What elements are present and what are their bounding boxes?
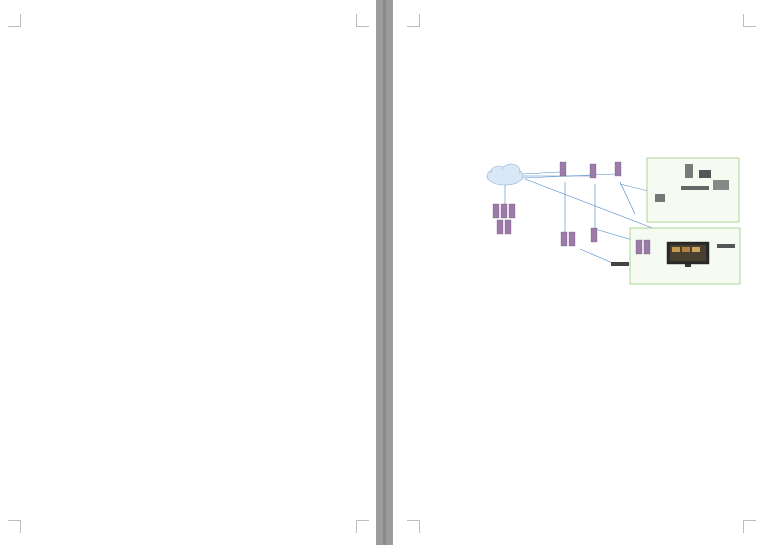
right-page (393, 0, 760, 545)
crop-mark (8, 14, 21, 27)
set-top-box-icon (717, 244, 735, 248)
crop-mark (356, 14, 369, 27)
left-page (0, 0, 376, 545)
crop-mark (407, 520, 420, 533)
crop-mark (407, 14, 420, 27)
crop-mark (356, 520, 369, 533)
router-icon (611, 262, 629, 266)
page-gutter (376, 0, 393, 545)
crop-mark (8, 520, 21, 533)
isp-server-icon (561, 228, 597, 246)
cloud-icon (487, 164, 523, 185)
tv-screen-icon (667, 242, 709, 267)
crop-mark (743, 14, 756, 27)
system-architecture-diagram (485, 154, 747, 286)
crop-mark (743, 520, 756, 533)
server-cluster-icon (493, 204, 515, 234)
cdn-server-icon (560, 162, 621, 178)
